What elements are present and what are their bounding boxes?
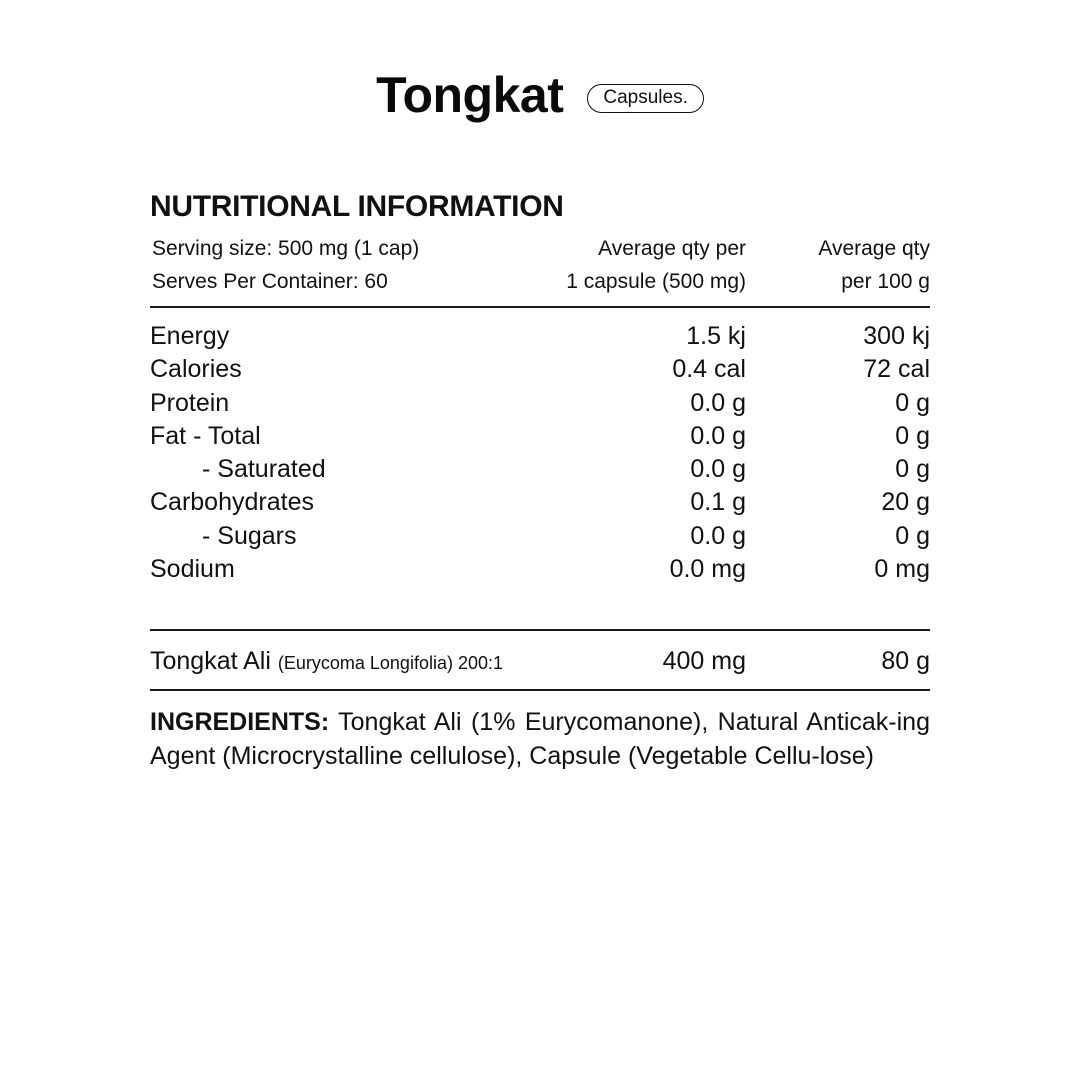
- nutrient-per-100g: 0 mg: [874, 555, 930, 584]
- nutrition-row-fat-total: [150, 420, 930, 453]
- divider-top: [150, 306, 930, 308]
- nutrient-per-100g: 0 g: [895, 388, 930, 417]
- serving-size: Serving size: 500 mg (1 cap): [152, 237, 420, 260]
- nutrient-per-100g: 300 kj: [863, 322, 930, 350]
- product-name: Tongkat: [376, 67, 564, 123]
- active-ingredient-name: [150, 643, 503, 681]
- product-header: [0, 62, 1080, 128]
- format-badge: Capsules.: [587, 84, 704, 113]
- divider-active-bottom: [150, 689, 930, 691]
- nutrient-name: Calories: [150, 355, 242, 384]
- nutrition-row-calories: [150, 353, 930, 386]
- active-ingredient-detail: (Eurycoma Longifolia) 200:1: [277, 653, 503, 673]
- serving-details: [152, 232, 419, 298]
- nutrient-name: Sodium: [150, 555, 235, 584]
- nutrient-name: Fat - Total: [150, 421, 261, 450]
- nutrient-name: Energy: [150, 322, 230, 350]
- nutrient-name: Carbohydrates: [150, 488, 314, 517]
- column-header-per-100g: [818, 232, 930, 298]
- active-ingredient-row: [150, 643, 930, 679]
- nutrition-row-carbohydrates: [150, 486, 930, 519]
- ingredients-text: Tongkat Ali (1% Eurycomanone), Natural Anticak-ing Agent (Microcrystalline cellulose), Capsule (Vegetable Cellu-lose): [150, 708, 930, 770]
- nutrient-per-100g: 72 cal: [863, 355, 930, 384]
- ingredients-label: INGREDIENTS:: [150, 708, 330, 736]
- nutrition-row-saturated: [150, 453, 930, 486]
- nutrient-per-serve: 0.0 g: [690, 388, 746, 417]
- divider-active-top: [150, 629, 930, 631]
- serves-per-container: Serves Per Container: 60: [152, 270, 388, 293]
- nutrient-per-serve: 0.4 cal: [672, 355, 746, 384]
- column-header-per-serve-line2: 1 capsule (500 mg): [566, 270, 746, 293]
- nutrition-table: [150, 320, 930, 586]
- nutrition-row-energy: [150, 320, 930, 353]
- nutrient-per-100g: 0 g: [895, 421, 930, 450]
- column-header-per-100g-line2: per 100 g: [841, 270, 930, 293]
- column-header-per-100g-line1: Average qty: [818, 237, 930, 260]
- nutrition-row-protein: [150, 387, 930, 420]
- nutrition-heading: NUTRITIONAL INFORMATION: [150, 190, 564, 223]
- active-ingredient-title: Tongkat Ali: [150, 647, 271, 675]
- nutrient-per-100g: 0 g: [895, 521, 930, 550]
- nutrient-per-serve: 0.0 g: [690, 421, 746, 450]
- nutrient-per-serve: 0.0 g: [690, 455, 746, 484]
- ingredients-statement: [150, 706, 930, 773]
- nutrient-name: - Sugars: [202, 521, 297, 550]
- serving-info: [150, 232, 930, 302]
- nutrition-row-sodium: [150, 553, 930, 586]
- column-header-per-serve-line1: Average qty per: [598, 237, 746, 260]
- active-per-100g: 80 g: [881, 647, 930, 675]
- nutrient-per-100g: 0 g: [895, 455, 930, 484]
- nutrition-row-sugars: [150, 520, 930, 553]
- nutrient-per-serve: 0.1 g: [690, 488, 746, 517]
- nutrient-per-serve: 0.0 g: [690, 521, 746, 550]
- nutrient-per-100g: 20 g: [881, 488, 930, 517]
- nutrient-per-serve: 0.0 mg: [669, 555, 746, 584]
- column-header-per-serve: [566, 232, 746, 298]
- active-per-serve: 400 mg: [662, 647, 746, 675]
- nutrient-per-serve: 1.5 kj: [686, 322, 746, 350]
- nutrient-name: Protein: [150, 388, 230, 417]
- nutrient-name: - Saturated: [202, 455, 326, 484]
